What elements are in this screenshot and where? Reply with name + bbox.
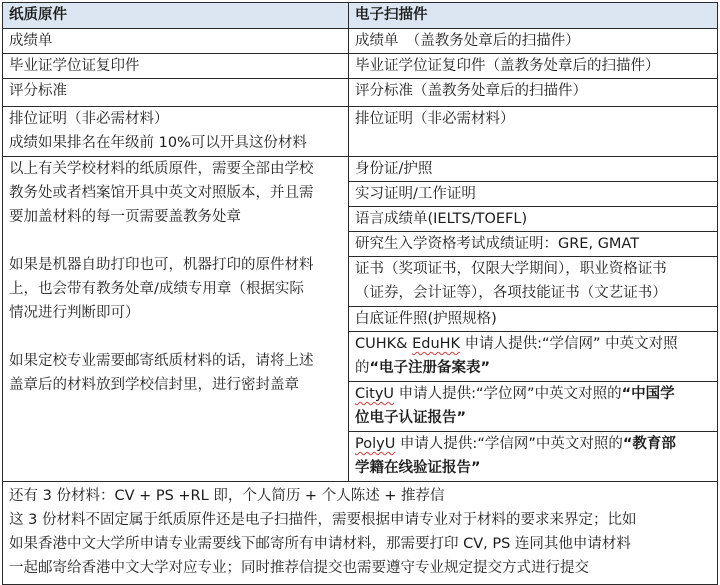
cell-diploma-electronic: 毕业证学位证复印件（盖教务处章后的扫描件） (349, 54, 718, 79)
cert-text: （证券，会计证等），各项技能证书（文艺证书） (355, 285, 667, 301)
footer-text: 还有 3 份材料：CV + PS +RL 即，个人简历 + 个人陈述 + 推荐信 (9, 488, 445, 504)
ranking-title: 排位证明（非必需材料） (9, 111, 169, 127)
materials-table (2, 2, 718, 585)
cell-certificates (349, 257, 718, 307)
cell-footer-notes (3, 482, 718, 585)
cell-ranking-electronic: 排位证明（非必需材料） (349, 107, 718, 157)
note-text: 情况进行判断即可） (9, 305, 140, 321)
polyu-report-name: 学籍在线验证报告” (355, 460, 481, 476)
cell-language-scores: 语言成绩单(IELTS/TOEFL) (349, 207, 718, 232)
cell-cuhk-eduhk (349, 332, 718, 382)
table-row (3, 79, 718, 107)
school-polyu: PolyU (355, 436, 396, 452)
school-cuhk: CUHK& (355, 336, 413, 352)
header-paper-originals: 纸质原件 (3, 3, 349, 29)
table-row (3, 54, 718, 79)
cityu-text: 申请人提供:“学位网”中英文对照的 (394, 386, 622, 402)
polyu-text: 申请人提供:“学信网”中英文对照的 (395, 436, 623, 452)
note-text: 教务处或者档案馆开具中英文对照版本，并且需 (9, 185, 314, 201)
note-text: 要加盖材料的每一页需要盖教务处章 (9, 209, 241, 225)
cityu-report-name: 位电子认证报告” (355, 410, 467, 426)
footer-text: 如果香港中文大学所申请专业需要线下邮寄所有申请材料，那需要打印 CV, PS 连同其他申请材料 (9, 536, 631, 552)
school-cityu: CityU (355, 386, 395, 402)
header-electronic-scans: 电子扫描件 (349, 3, 718, 29)
polyu-report-name: “教育部 (622, 436, 676, 452)
cell-paper-notes (3, 157, 349, 482)
header-row (3, 3, 718, 29)
footer-text: 一起邮寄给香港中文大学对应专业；同时推荐信提交也需要遵守专业规定提交方式进行提交 (9, 560, 589, 576)
materials-table-container (2, 2, 718, 578)
cell-diploma-paper: 毕业证学位证复印件 (3, 54, 349, 79)
cell-polyu (349, 432, 718, 482)
cityu-report-name: “中国学 (621, 386, 675, 402)
note-text: 盖章后的材料放到学校信封里，进行密封盖章 (9, 377, 299, 393)
cell-id-passport: 身份证/护照 (349, 157, 718, 182)
spacer (9, 229, 342, 253)
note-text: 以上有关学校材料的纸质原件，需要全部由学校 (9, 161, 314, 177)
cell-cityu (349, 382, 718, 432)
note-text: 如果是机器自助打印也可，机器打印的原件材料 (9, 257, 314, 273)
cell-gre-gmat: 研究生入学资格考试成绩证明：GRE, GMAT (349, 232, 718, 257)
cell-grading-paper: 评分标准 (3, 79, 349, 107)
ranking-note: 成绩如果排名在年级前 10%可以开具这份材料 (9, 135, 307, 151)
cuhk-text: 的 (355, 360, 370, 376)
cert-text: 证书（奖项证书，仅限大学期间），职业资格证书 (355, 261, 667, 277)
cell-grading-electronic: 评分标准（盖教务处章后的扫描件） (349, 79, 718, 107)
cell-transcript-paper: 成绩单 (3, 29, 349, 54)
note-text: 如果定校专业需要邮寄纸质材料的话，请将上述 (9, 353, 314, 369)
spacer (9, 325, 342, 349)
cuhk-report-name: “电子注册备案表” (369, 360, 491, 376)
cell-ranking-paper (3, 107, 349, 157)
cell-transcript-electronic: 成绩单 （盖教务处章后的扫描件） (349, 29, 718, 54)
cuhk-text: 申请人提供:“学信网” 中英文对照 (460, 336, 678, 352)
table-row (3, 29, 718, 54)
footer-text: 这 3 份材料不固定属于纸质原件还是电子扫描件，需要根据申请专业对于材料的要求来界定；比如 (9, 512, 637, 528)
cell-internship: 实习证明/工作证明 (349, 182, 718, 207)
cell-photo: 白底证件照(护照规格) (349, 307, 718, 332)
footer-row (3, 482, 718, 585)
table-row (3, 157, 718, 182)
table-row (3, 107, 718, 157)
school-eduhk: EduHK (412, 336, 461, 352)
note-text: 上，也会带有教务处章/成绩专用章（根据实际 (9, 281, 304, 297)
